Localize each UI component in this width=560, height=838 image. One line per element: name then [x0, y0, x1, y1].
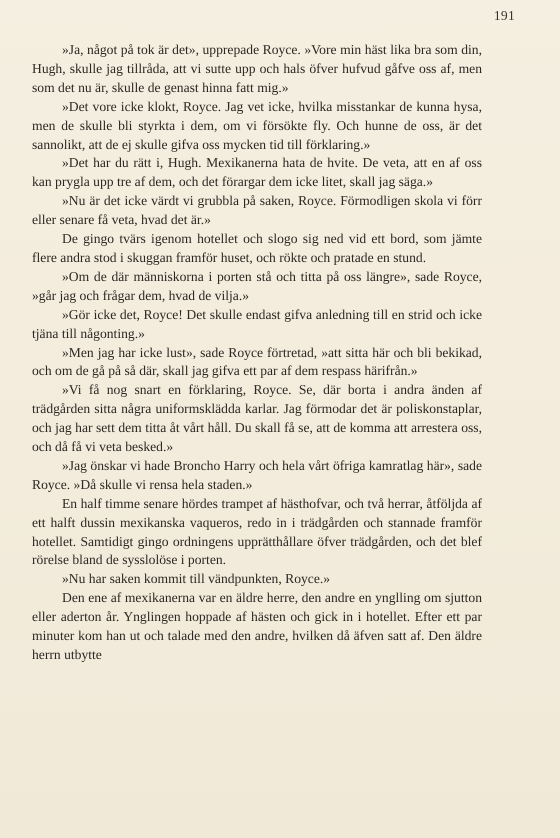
paragraph-12: »Nu har saken kommit till vändpunkten, Royce.»	[62, 571, 331, 587]
paragraph-6: »Om de där människorna i porten stå och titta på oss längre», sade Royce, »går jag och frågar dem, hvad de vilja.»	[32, 268, 482, 303]
paragraph-1: »Ja, något på tok är det», upprepade Royce. »Vore min häst lika bra som din, Hugh, skulle jag tillråda, att vi sutte upp och hals öfver hufvud gåfve oss af, men som det nu är, skulle de genast hinna fatt mig.»	[32, 42, 482, 95]
paragraph-8: »Men jag har icke lust», sade Royce förtretad, »att sitta här och bli bekikad, och om de gå på så där, skall jag gifva ett par af dem respass härifrån.»	[32, 344, 482, 379]
paragraph-7: »Gör icke det, Royce! Det skulle endast gifva anledning till en strid och icke tjäna till någonting.»	[32, 306, 482, 341]
body-text	[32, 41, 482, 665]
paragraph-3: »Det har du rätt i, Hugh. Mexikanerna hata de hvite. De veta, att en af oss kan prygla upp tre af dem, och det förargar dem icke litet, skall jag säga.»	[32, 155, 482, 190]
paragraph-11: En half timme senare hördes trampet af hästhofvar, och två herrar, åtföljda af ett halft dussin mexikanska vaqueros, redo in i trädgården och stannade framför hotellet. Samtidigt gingo ordningens upprätthållare öfver trädgården, och det blef rörelse bland de sysslolöse i porten.	[32, 495, 482, 568]
paragraph-4: »Nu är det icke värdt vi grubbla på saken, Royce. Förmodligen skola vi förr eller senare få veta, hvad det är.»	[32, 193, 482, 228]
paragraph-2: »Det vore icke klokt, Royce. Jag vet icke, hvilka misstankar de kunna hysa, men de skulle bli styrkta i dem, om vi försökte fly. Och hunne de oss, är det sannolikt, att de ej skulle gifva oss mycken tid till förklaring.»	[32, 98, 482, 152]
paragraph-13: Den ene af mexikanerna var en äldre herre, den andre en ynglling om sjutton eller aderton år. Ynglingen hoppade af hästen och gick in i hotellet. Efter ett par minuter kom han ut och talade med den andre, hvilken då äfven satt af. Den äldre herrn utbytte	[32, 590, 482, 662]
paragraph-9: »Vi få nog snart en förklaring, Royce. Se, där borta i andra änden af trädgården sitta några uniformsklädda karlar. Jag förmodar det är poliskonstaplar, och jag har sett dem titta åt vårt håll. Du skall få se, att de komma att arrestera oss, och då få vi veta besked.»	[32, 382, 482, 455]
page-number: 191	[493, 8, 515, 23]
paragraph-5: De gingo tvärs igenom hotellet och slogo sig ned vid ett bord, som jämte flere andra stod i skuggan framför huset, och rökte och pratade en stund.	[32, 231, 482, 265]
paragraph-10: »Jag önskar vi hade Broncho Harry och hela vårt öfriga kamratlag här», sade Royce. »Då skulle vi rensa hela staden.»	[32, 457, 482, 492]
